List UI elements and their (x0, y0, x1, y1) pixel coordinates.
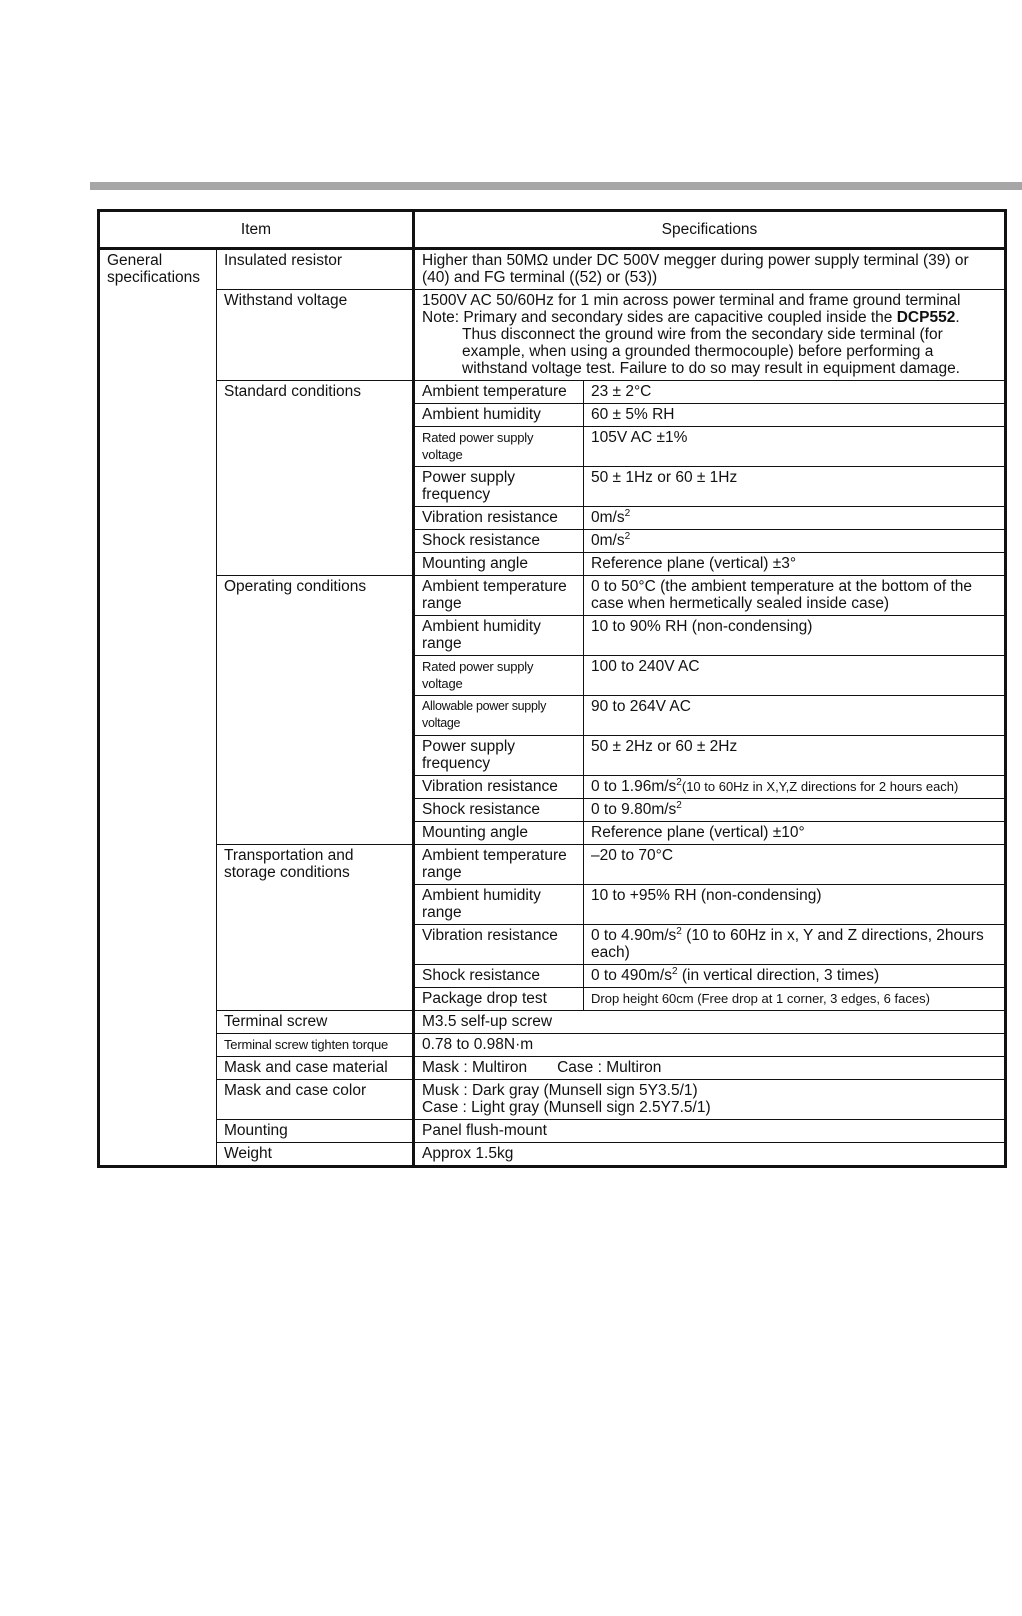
table-row (99, 1120, 1006, 1143)
value-rest: (in vertical direction, 3 times) (677, 967, 880, 984)
spec-value: M3.5 self-up screw (414, 1011, 1006, 1034)
table-row (99, 290, 1006, 381)
table-row (99, 845, 1006, 885)
sub-label: Mounting angle (414, 553, 584, 576)
withstand-note-rest: Thus disconnect the ground wire from the secondary side terminal (for example, when using a grounded thermocouple) before performing a withstand voltage test. Failure to do so may result in equipment damage. (462, 326, 960, 377)
spec-value: 50 ± 2Hz or 60 ± 2Hz (584, 736, 1006, 776)
spec-value: 60 ± 5% RH (584, 404, 1006, 427)
value-text: 0 to 9.80m/s (591, 801, 677, 818)
spec-value (584, 507, 1006, 530)
spec-value: 90 to 264V AC (584, 696, 1006, 736)
mask-material: Mask : Multiron (422, 1059, 528, 1076)
spec-value (414, 290, 1006, 381)
item-label: Mounting (217, 1120, 414, 1143)
item-label: Insulated resistor (217, 249, 414, 290)
value-text: 0 to 1.96m/s (591, 778, 677, 795)
sub-label: Ambient humidity range (414, 885, 584, 925)
table-row (99, 576, 1006, 616)
sub-label: Vibration resistance (414, 507, 584, 530)
sub-label: Ambient humidity (414, 404, 584, 427)
sub-label: Shock resistance (414, 965, 584, 988)
spec-value (584, 530, 1006, 553)
superscript: 2 (624, 530, 631, 542)
item-label: Mask and case color (217, 1080, 414, 1120)
spec-value: Panel flush-mount (414, 1120, 1006, 1143)
value-text: 0m/s (591, 532, 625, 549)
section-divider-bar (90, 182, 1022, 190)
item-label: Standard conditions (217, 381, 414, 576)
sub-label: Ambient humidity range (414, 616, 584, 656)
superscript: 2 (676, 776, 682, 788)
table-row (99, 1057, 1006, 1080)
sub-label: Vibration resistance (414, 925, 584, 965)
spec-value: Reference plane (vertical) ±10° (584, 822, 1006, 845)
value-text: 0 to 490m/s (591, 967, 672, 984)
spec-value: 50 ± 1Hz or 60 ± 1Hz (584, 467, 1006, 507)
sub-label: Ambient temperature range (414, 576, 584, 616)
sub-label: Rated power supply voltage (414, 427, 584, 467)
table-row (99, 381, 1006, 404)
case-color: Case : Light gray (Munsell sign 2.5Y7.5/1) (422, 1099, 711, 1116)
sub-label: Power supply frequency (414, 467, 584, 507)
sub-label: Shock resistance (414, 530, 584, 553)
spec-value: Approx 1.5kg (414, 1143, 1006, 1167)
superscript: 2 (624, 507, 631, 519)
spec-value: 10 to +95% RH (non-condensing) (584, 885, 1006, 925)
withstand-note-period: . (955, 309, 960, 326)
table-header-row (99, 211, 1006, 249)
sub-label: Ambient temperature range (414, 845, 584, 885)
item-label: Terminal screw (217, 1011, 414, 1034)
value-rest: (10 to 60Hz in x, Y and Z directions, 2hours each) (591, 927, 984, 961)
value-text: 0m/s (591, 509, 625, 526)
spec-value (414, 1057, 1006, 1080)
spec-value: 100 to 240V AC (584, 656, 1006, 696)
spec-value: Drop height 60cm (Free drop at 1 corner, 3 edges, 6 faces) (584, 988, 1006, 1011)
sub-label: Shock resistance (414, 799, 584, 822)
spec-value: 23 ± 2°C (584, 381, 1006, 404)
specifications-table (97, 209, 1007, 1168)
sub-label: Power supply frequency (414, 736, 584, 776)
sub-label: Rated power supply voltage (414, 656, 584, 696)
table-row (99, 1011, 1006, 1034)
superscript: 2 (676, 925, 682, 937)
spec-value: 0 to 50°C (the ambient temperature at the bottom of the case when hermetically sealed inside case) (584, 576, 1006, 616)
item-label: Withstand voltage (217, 290, 414, 381)
value-text: 0 to 4.90m/s (591, 927, 677, 944)
table-row (99, 249, 1006, 290)
sub-label: Mounting angle (414, 822, 584, 845)
sub-label: Package drop test (414, 988, 584, 1011)
spec-value (414, 1080, 1006, 1120)
sub-label: Vibration resistance (414, 776, 584, 799)
table-row (99, 1034, 1006, 1057)
spec-value: –20 to 70°C (584, 845, 1006, 885)
spec-value (584, 965, 1006, 988)
item-label: Transportation and storage conditions (217, 845, 414, 1011)
item-label: Terminal screw tighten torque (217, 1034, 414, 1057)
case-material: Case : Multiron (557, 1059, 662, 1076)
item-label: Mask and case material (217, 1057, 414, 1080)
item-label: Weight (217, 1143, 414, 1167)
value-note: (10 to 60Hz in X,Y,Z directions for 2 hours each) (681, 779, 959, 794)
withstand-note-prefix: Note: Primary and secondary sides are capacitive coupled inside the (422, 309, 897, 326)
sub-label: Allowable power supply voltage (414, 696, 584, 736)
table-row (99, 1080, 1006, 1120)
spec-value: Higher than 50MΩ under DC 500V megger during power supply terminal (39) or (40) and FG terminal ((52) or (53)) (414, 249, 1006, 290)
superscript: 2 (672, 965, 678, 977)
spec-value: 0.78 to 0.98N·m (414, 1034, 1006, 1057)
header-specifications: Specifications (414, 211, 1006, 249)
spec-value (584, 799, 1006, 822)
spec-value: 105V AC ±1% (584, 427, 1006, 467)
header-item: Item (99, 211, 414, 249)
sub-label: Ambient temperature (414, 381, 584, 404)
spec-value: Reference plane (vertical) ±3° (584, 553, 1006, 576)
item-label: Operating conditions (217, 576, 414, 845)
spec-value (584, 925, 1006, 965)
mask-color: Musk : Dark gray (Munsell sign 5Y3.5/1) (422, 1082, 698, 1099)
category-general-specifications: General specifications (99, 249, 217, 1167)
withstand-line1: 1500V AC 50/60Hz for 1 min across power terminal and frame ground terminal (422, 292, 961, 309)
model-name: DCP552 (896, 309, 956, 326)
superscript: 2 (676, 799, 682, 811)
spec-value: 10 to 90% RH (non-condensing) (584, 616, 1006, 656)
spec-value (584, 776, 1006, 799)
table-row (99, 1143, 1006, 1167)
